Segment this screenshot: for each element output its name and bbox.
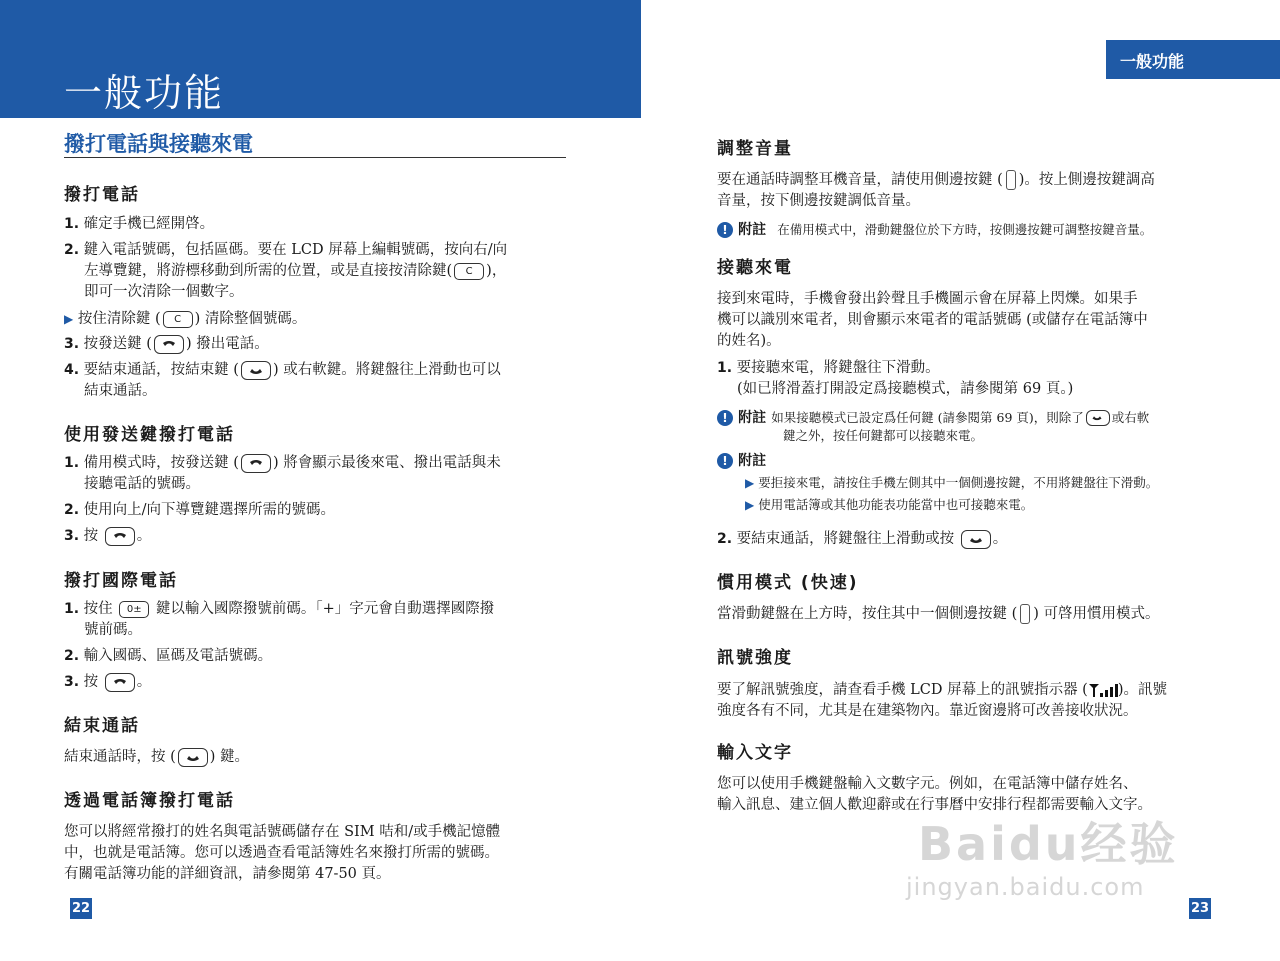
answer-note-2-bullet-1: ▶ 要拒接來電，請按住手機左側其中一個側邊按鍵，不用將鍵盤往下滑動。 (745, 475, 1159, 490)
exclamation-icon: ! (717, 453, 733, 469)
triangle-bullet-icon: ▶ (64, 312, 74, 326)
side-key-icon (1006, 170, 1016, 190)
send-key-step-2: 2. 使用向上/向下導覽鍵選擇所需的號碼。 (64, 502, 336, 518)
chapter-tab-label: 一般功能 (1120, 52, 1185, 71)
watermark-url: jingyan.baidu.com (906, 873, 1145, 901)
volume-note: ! 附註 在備用模式中，滑動鍵盤位於下方時，按側邊按鍵可調整按鍵音量。 (717, 219, 1152, 239)
exclamation-icon: ! (717, 410, 733, 426)
end-key-icon (961, 530, 991, 549)
send-key-icon (105, 527, 135, 546)
end-key-icon (241, 361, 271, 380)
make-call-step-2: 2. 鍵入電話號碼，包括區碼。要在 LCD 屏幕上編輯號碼，按向右/向 左導覽鍵，將游標移動到所需的位置，或是直接按清除鍵( C )， 即可一次清除一個數字。 (64, 242, 508, 300)
heading-make-call: 撥打電話 (64, 185, 140, 205)
clear-key-icon: C (454, 263, 484, 280)
send-key-step-3: 3. 按 。 (64, 528, 152, 544)
answer-note-2-bullet-2: ▶ 使用電話簿或其他功能表功能當中也可接聽來電。 (745, 497, 1034, 512)
quiet-mode-text: 當滑動鍵盤在上方時，按住其中一個側邊按鍵 ( ) 可啓用慣用模式。 (717, 606, 1160, 622)
watermark-logo: Baidu经验 (918, 817, 1179, 871)
heading-text-input: 輸入文字 (717, 743, 793, 763)
end-key-icon (1086, 410, 1110, 426)
send-key-icon (105, 673, 135, 692)
intl-step-1: 1. 按住 0± 鍵以輸入國際撥號前碼。「+」字元會自動選擇國際撥 號前碼。 (64, 601, 495, 638)
heading-answer: 接聽來電 (717, 258, 793, 278)
heading-intl: 撥打國際電話 (64, 571, 178, 591)
exclamation-icon: ! (717, 222, 733, 238)
left-header-banner (0, 0, 641, 118)
heading-quiet-mode: 慣用模式 (快速) (717, 573, 859, 593)
answer-step-1: 1. 要接聽來電，將鍵盤往下滑動。 (如已將滑蓋打開設定爲接聽模式，請參閱第 69 頁。) (717, 360, 1074, 397)
phonebook-paragraph: 您可以將經常撥打的姓名與電話號碼儲存在 SIM 咭和/或手機記憶體 中，也就是電話簿。您可以透過查看電話簿姓名來撥打所需的號碼。 有關電話簿功能的詳細資訊，請參閱第 47-50 頁。 (64, 824, 501, 882)
send-key-icon (154, 335, 184, 354)
page-number-left: 22 (70, 898, 92, 919)
send-key-step-1: 1. 備用模式時，按發送鍵 ( ) 將會顯示最後來電、撥出電話與未 接聽電話的號碼。 (64, 455, 501, 492)
heading-volume: 調整音量 (717, 139, 793, 159)
triangle-bullet-icon: ▶ (745, 476, 755, 490)
signal-paragraph: 要了解訊號強度，請查看手機 LCD 屏幕上的訊號指示器 ( )。訊號 強度各有不同，尤其是在建築物內。靠近窗邊將可改善接收狀況。 (717, 682, 1168, 719)
text-input-paragraph: 您可以使用手機鍵盤輸入文數字元。例如，在電話簿中儲存姓名、 輸入訊息、建立個人歡迎辭或在行事曆中安排行程都需要輸入文字。 (717, 776, 1152, 813)
end-call-text: 結束通話時，按 ( ) 鍵。 (64, 749, 250, 765)
page-number-right: 23 (1189, 898, 1211, 919)
answer-note-2: ! 附註 (717, 450, 766, 470)
heading-end-call: 結束通話 (64, 716, 140, 736)
side-key-icon (1020, 604, 1030, 624)
clear-key-icon: C (163, 311, 193, 328)
answer-note-1: ! 附註 如果接聽模式已設定爲任何鍵 (請參閱第 69 頁)，則除了 或右軟 鍵之外，按任何鍵都可以接聽來電。 (717, 407, 1237, 445)
end-key-icon (178, 748, 208, 767)
heading-send-key: 使用發送鍵撥打電話 (64, 425, 235, 445)
make-call-step-1: 1. 確定手機已經開啓。 (64, 216, 215, 232)
intl-step-2: 2. 輸入國碼、區碼及電話號碼。 (64, 648, 273, 664)
right-header-tab (1106, 40, 1280, 79)
heading-phonebook: 透過電話簿撥打電話 (64, 791, 235, 811)
heading-signal: 訊號強度 (717, 648, 793, 668)
send-key-icon (241, 454, 271, 473)
signal-strength-icon (1088, 683, 1118, 697)
answer-paragraph: 接到來電時，手機會發出鈴聲且手機圖示會在屏幕上閃爍。如果手 機可以識別來電者，則會顯示來電者的電話號碼 (或儲存在電話簿中 的姓名)。 (717, 291, 1148, 349)
intl-step-3: 3. 按 。 (64, 674, 152, 690)
volume-paragraph: 要在通話時調整耳機音量，請使用側邊按鍵 ( )。按上側邊按鍵調高 音量，按下側邊按鍵調低音量。 (717, 172, 1155, 209)
triangle-bullet-icon: ▶ (745, 498, 755, 512)
make-call-step-4: 4. 要結束通話，按結束鍵 ( ) 或右軟鍵。將鍵盤往上滑動也可以 結束通話。 (64, 362, 501, 399)
chapter-title: 一般功能 (64, 71, 225, 115)
section-divider (64, 157, 566, 158)
section-title: 撥打電話與接聽來電 (64, 132, 253, 156)
answer-step-2: 2. 要結束通話，將鍵盤往上滑動或按 。 (717, 531, 1008, 547)
make-call-step-3: 3. 按發送鍵 ( ) 撥出電話。 (64, 336, 269, 352)
zero-key-icon: 0± (119, 601, 149, 618)
make-call-bullet: ▶ 按住清除鍵 ( C ) 清除整個號碼。 (64, 311, 307, 327)
